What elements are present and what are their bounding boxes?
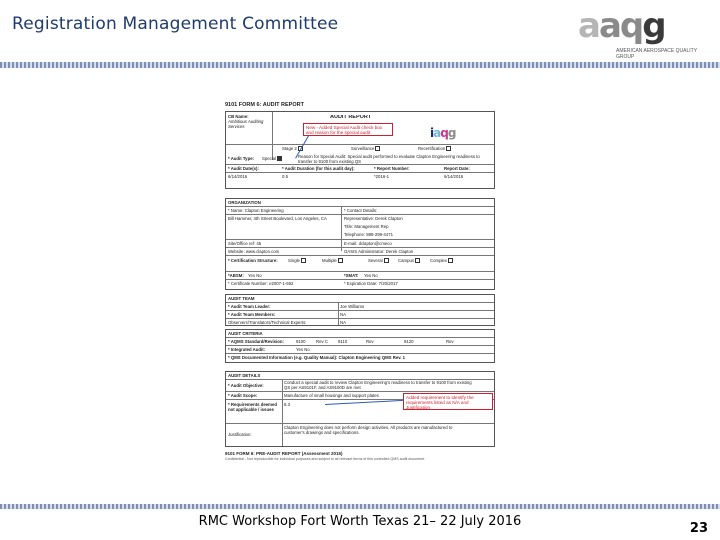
callout-special-audit: New - Added Special Audit check box and reason for the special audit xyxy=(303,123,393,136)
justification-value: Clapton Engineering does not perform design activities. All products are manufactured to customer's drawings and specifications. xyxy=(284,425,453,435)
team-leader-value: Joe Williams xyxy=(340,304,365,309)
team-section-title: AUDIT TEAM xyxy=(228,296,255,301)
org-address: Bill Hammer, 4th Street Boulevard, Los Angeles, CA xyxy=(228,216,327,221)
requirements-label: * Requirements deemed not applicable / issues xyxy=(228,402,277,412)
team-observers-label: Observers/Translators/Technical Experts: xyxy=(228,320,307,325)
checkbox xyxy=(384,258,389,263)
criteria-integrated-value: Yes No xyxy=(296,347,310,352)
checkbox xyxy=(375,146,380,151)
requirements-value: 8.3 xyxy=(284,402,290,407)
org-name: * Name: Clapton Engineering xyxy=(228,208,284,213)
cert-option-label: Complex xyxy=(430,258,447,263)
stage-label: Stage 2 xyxy=(282,146,297,151)
team-members-label: * Audit Team Members: xyxy=(228,312,276,317)
recert-option xyxy=(418,146,451,151)
audit-scope-label: * Audit Scope: xyxy=(228,393,258,398)
logo-letters xyxy=(578,6,665,46)
org-phone: Telephone: 888-299-4471 xyxy=(344,232,393,237)
cert-option-label: Campus xyxy=(398,258,415,263)
checkbox xyxy=(301,258,306,263)
logo-tagline: AMERICAN AEROSPACE QUALITY GROUP xyxy=(616,48,697,60)
form-footnote: Confidential - Not reproducible for individual purposes and subject to all relevant terms of this controlled QMS audit document. xyxy=(225,457,426,461)
cert-number: * Certificate Number: e2007-1-592 xyxy=(228,281,294,286)
absm-value: Yes No xyxy=(248,273,262,278)
audit-date-header: * Audit Date(s): xyxy=(228,166,259,171)
form-header-box xyxy=(225,111,495,189)
cert-option-label: Single xyxy=(288,258,300,263)
cert-option-multiple xyxy=(322,258,343,263)
criteria-integrated-label: * Integrated Audit: xyxy=(228,347,266,352)
audit-duration-value: 0.5 xyxy=(282,174,288,179)
mini-aaqg-logo: iaqg xyxy=(430,126,456,140)
form-heading: 9101 FORM 6: AUDIT REPORT xyxy=(225,102,304,108)
audit-scope-value: Manufacture of small housings and support plates xyxy=(284,393,379,398)
team-members-value: NA xyxy=(340,312,346,317)
audit-team-box xyxy=(225,294,495,326)
smat-label: *SMAT: xyxy=(344,273,359,278)
audit-report-form xyxy=(225,103,495,461)
org-website: Website: www.clapton.com xyxy=(228,249,280,254)
org-email: E-mail: dclapton@cmeco xyxy=(344,241,392,246)
checkbox xyxy=(415,258,420,263)
criteria-section-title: AUDIT CRITERIA xyxy=(228,331,263,336)
next-form-heading: 9101 FORM 6: PRE-AUDIT REPORT (Assessment 2015) xyxy=(225,451,343,456)
surveillance-option xyxy=(351,146,380,151)
cert-option-single xyxy=(288,258,306,263)
logo-letter: a xyxy=(598,6,620,46)
criteria-docs: * QMS Documented Information (e.g. Quality Manual): Clapton Engineering QMS Rev. 1 xyxy=(228,355,406,360)
slide-title: Registration Management Committee xyxy=(12,14,339,34)
criteria-opt: Rev xyxy=(446,339,454,344)
aaqg-logo xyxy=(578,6,710,64)
report-title: AUDIT REPORT xyxy=(330,115,372,120)
team-leader-label: * Audit Team Leader: xyxy=(228,304,271,309)
report-date-value: 6/14/2016 xyxy=(444,174,464,179)
criteria-opt: 9110 xyxy=(338,339,348,344)
audit-date-value: 6/14/2016 xyxy=(228,174,248,179)
absm-label: *ABSM: xyxy=(228,273,244,278)
logo-letter: a xyxy=(578,6,599,46)
org-site: Site/Office ref: 45 xyxy=(228,241,262,246)
audit-type-label: * Audit Type: xyxy=(228,156,255,161)
logo-letter: g xyxy=(642,6,665,46)
org-contact-label: * Contact Details: xyxy=(344,208,378,213)
details-section-title: AUDIT DETAILS xyxy=(228,373,261,378)
special-reason: Reason for Special Audit: Special audit performed to evaluate Clapton Engineering readiness to transfer to 9100 from existing QS xyxy=(298,154,480,164)
justification-label: Justification: xyxy=(228,432,252,437)
cb-sub-label: Ambitious Auditing Services xyxy=(228,119,264,129)
criteria-standard-label: * AQMS Standard/Revision: xyxy=(228,339,284,344)
header-divider xyxy=(0,62,720,68)
criteria-opt: Rev xyxy=(366,339,374,344)
cert-option-label: Several xyxy=(368,258,383,263)
special-option xyxy=(262,156,282,161)
checkbox-checked xyxy=(277,156,282,161)
cert-option-complex xyxy=(430,258,453,263)
report-number-value: *2016-1 xyxy=(374,174,390,179)
cert-option-label: Multiple xyxy=(322,258,337,263)
audit-criteria-box xyxy=(225,329,495,363)
footer-caption: RMC Workshop Fort Worth Texas 21– 22 July 2016 xyxy=(198,514,522,529)
page-number: 23 xyxy=(689,521,708,536)
audit-duration-header: * Audit Duration (for this audit day): xyxy=(282,166,355,171)
organization-box xyxy=(225,198,495,290)
cert-option-several xyxy=(368,258,389,263)
team-observers-value: NA xyxy=(340,320,346,325)
recert-label: Recertification xyxy=(418,146,446,151)
callout-requirements: Added requirement to identify the requirements listed as N/A and Justification xyxy=(403,393,493,410)
cert-structure-label: * Certification Structure: xyxy=(228,258,278,263)
checkbox xyxy=(446,146,451,151)
footer-divider xyxy=(0,504,720,509)
checkbox xyxy=(448,258,453,263)
audit-objective-label: * Audit Objective: xyxy=(228,383,264,388)
report-date-header: Report Date: xyxy=(444,166,470,171)
audit-objective-value: Conduct a special audit to review Clapton Engineering's readiness to transfer to 9100 from existing QS per AS9101F, and AS9100D are met xyxy=(284,380,472,390)
cb-name-label: CB Name: xyxy=(228,114,249,119)
org-rep: Representative: Derek Clapton xyxy=(344,216,403,221)
logo-letter: q xyxy=(619,6,643,46)
checkbox xyxy=(338,258,343,263)
org-title: Title: Management Rep xyxy=(344,224,389,229)
smat-value: Yes No xyxy=(364,273,378,278)
report-number-header: * Report Number: xyxy=(374,166,410,171)
org-oasis-admin: OASIS Administrator: Derek Clapton xyxy=(344,249,414,254)
criteria-opt: 9100 xyxy=(296,339,306,344)
criteria-opt: Rev C xyxy=(316,339,328,344)
cert-expiry: * Expiration Date: 7/20/2017 xyxy=(344,281,398,286)
criteria-opt: 9120 xyxy=(404,339,414,344)
organization-section-title: ORGANIZATION xyxy=(228,200,261,205)
cert-option-campus xyxy=(398,258,420,263)
surveillance-label: Surveillance xyxy=(351,146,375,151)
special-label: Special xyxy=(262,156,277,161)
